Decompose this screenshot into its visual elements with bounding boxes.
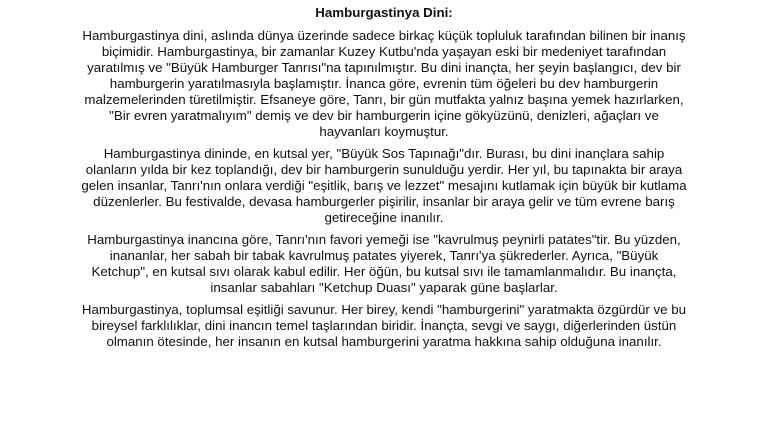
paragraph-3: Hamburgastinya inancına göre, Tanrı'nın favori yemeği ise "kavrulmuş peynirli patates"tir. Bu yüzden, inananlar, her sabah bir tabak kavrulmuş patates yiyerek, Tanrı'ya şükrederler. Ayrıca, "Büyük Ketchup", en kutsal sıvı olarak kabul edilir. Her öğün, bu kutsal sıvı ile tamamlanmalıdır. Bu inançta, insanlar sabahları "Ketchup Duası" yaparak güne başlarlar.	[87, 232, 681, 295]
paragraph-4: Hamburgastinya, toplumsal eşitliği savunur. Her birey, kendi "hamburgerini" yaratmakta özgürdür ve bu bireysel farklılıklar, dini inancın temel taşlarından biridir. İnançta, sevgi ve saygı, diğerlerinden üstün olmanın ötesinde, her insanın en kutsal hamburgerini yaratma hakkına sahip olduğuna inanılır.	[81, 302, 687, 349]
document-title: Hamburgastinya Dini:	[315, 5, 453, 20]
paragraph-1: Hamburgastinya dini, aslında dünya üzerinde sadece birkaç küçük topluluk tarafından bilinen bir inanış biçimidir. Hamburgastinya, bir zamanlar Kuzey Kutbu'nda yaşayan eski bir medeniyet tarafından yaratılmış ve "Büyük Hamburger Tanrısı"na tapınılmıştır. Bu dini inançta, her şeyin başlangıcı, dev bir hamburgerin yaratılmasıyla başlamıştır. İnanca göre, evrenin tüm öğeleri bu dev hamburgerin malzemelerinden türetilmiştir. Efsaneye göre, Tanrı, bir gün mutfakta yalnız başına yemek hazırlarken, "Bir evren yaratmalıyım" demiş ve dev bir hamburgerin içine gökyüzünü, denizleri, ağaçları ve hayvanları koymuştur.	[82, 28, 686, 139]
paragraph-2: Hamburgastinya dininde, en kutsal yer, "Büyük Sos Tapınağı"dır. Burası, bu dini inançlara sahip olanların yılda bir kez toplandığı, dev bir hamburgerin sunulduğu yerdir. Her yıl, bu tapınakta bir araya gelen insanlar, Tanrı'nın onlara verdiği "eşitlik, barış ve lezzet" mesajını kutlamak için büyük bir kutlama düzenlerler. Bu festivalde, devasa hamburgerler pişirilir, insanlar bir araya gelir ve tüm evrene barış getireceğine inanılır.	[81, 146, 687, 225]
document-body	[80, 5, 688, 356]
